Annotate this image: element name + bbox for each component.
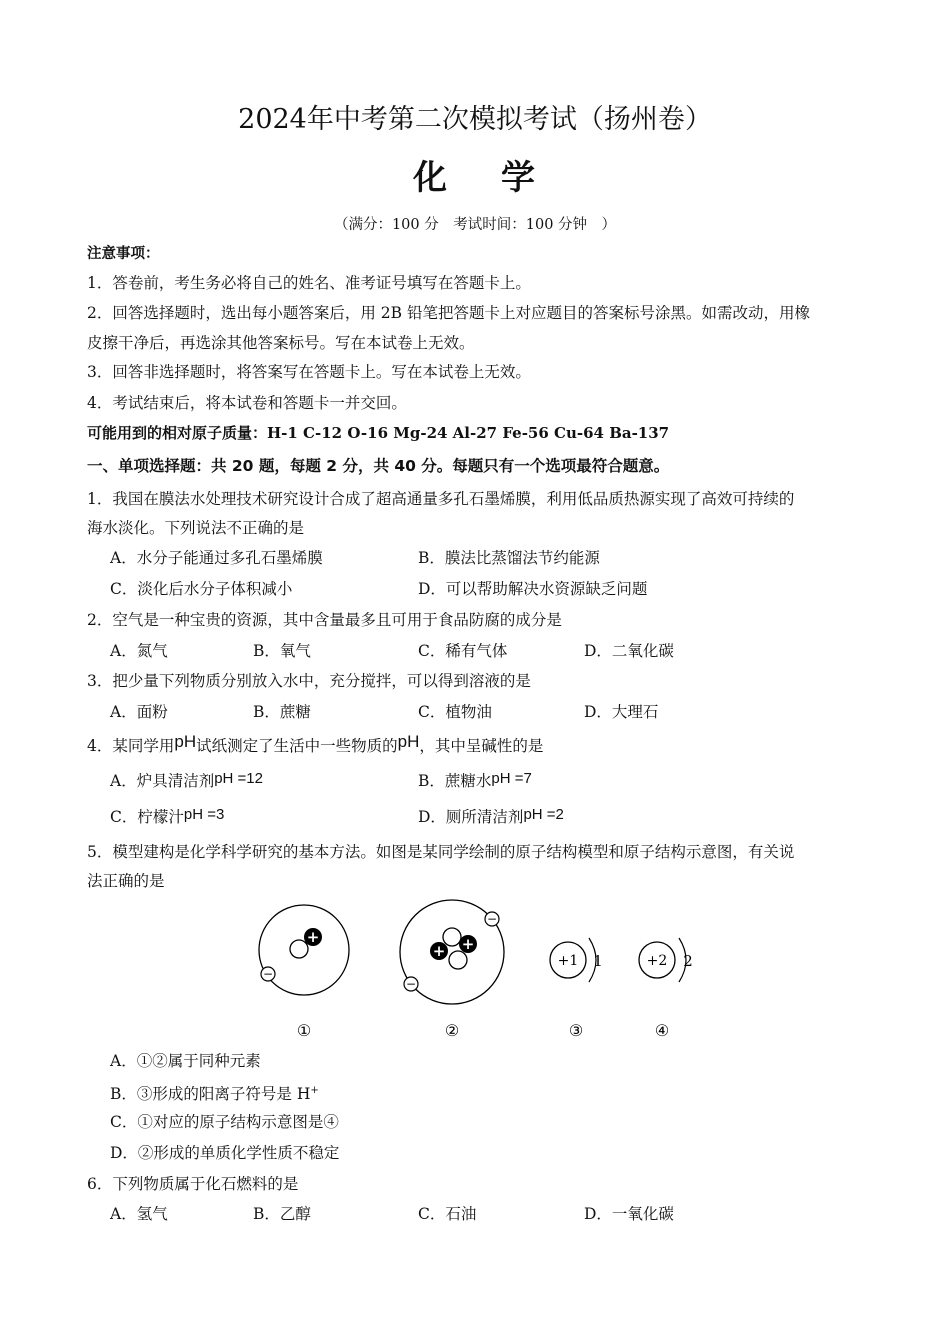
q1-option-d: D．可以帮助解决水资源缺乏问题 xyxy=(418,580,648,598)
ph-value: pH =2 xyxy=(523,806,564,823)
plus-sign: + xyxy=(306,928,320,946)
atomic-structure-figure xyxy=(0,895,950,1050)
figure-label-2: ② xyxy=(444,1021,460,1040)
q2-stem: 2．空气是一种宝贵的资源，其中含量最多且可用于食品防腐的成分是 xyxy=(87,611,562,629)
q5-option-b: B．③形成的阳离子符号是 H+ xyxy=(110,1085,319,1104)
atom-structure-diagram-4 xyxy=(639,938,693,982)
q1-option-b: B．膜法比蒸馏法节约能源 xyxy=(418,549,600,567)
figure-label-4: ④ xyxy=(654,1021,670,1040)
q4-option-a: A．炉具清洁剂pH =12 xyxy=(110,770,263,790)
nucleus-charge: +1 xyxy=(557,953,579,969)
nucleus-charge: +2 xyxy=(646,953,668,969)
figure-label-3: ③ xyxy=(568,1021,584,1040)
note-item: 2．回答选择题时，选出每小题答案后，用 2B 铅笔把答题卡上对应题目的答案标号涂黑。如需改动，用橡 xyxy=(87,304,810,322)
q6-option-b: B．乙醇 xyxy=(253,1205,311,1223)
q4-option-d: D．厕所清洁剂pH =2 xyxy=(418,806,564,826)
note-item: 4．考试结束后，将本试卷和答题卡一并交回。 xyxy=(87,394,407,412)
q3-stem: 3．把少量下列物质分别放入水中，充分搅拌，可以得到溶液的是 xyxy=(87,672,531,690)
q1-option-a: A．水分子能通过多孔石墨烯膜 xyxy=(110,549,323,567)
atom-model-1 xyxy=(259,905,349,995)
superscript-plus: + xyxy=(310,1085,319,1096)
subject-title xyxy=(0,158,950,198)
plus-sign: + xyxy=(461,935,475,953)
atomic-masses: 可能用到的相对原子质量：H-1 C-12 O-16 Mg-24 Al-27 Fe-56 Cu-64 Ba-137 xyxy=(87,424,670,442)
atom-model-2 xyxy=(400,900,504,1004)
note-item: 3．回答非选择题时，将答案写在答题卡上。写在本试卷上无效。 xyxy=(87,363,531,381)
figure-label-1: ① xyxy=(296,1021,312,1040)
q1-stem: 1．我国在膜法水处理技术研究设计合成了超高通量多孔石墨烯膜，利用低品质热源实现了高效可持续的 xyxy=(87,490,795,508)
q6-stem: 6．下列物质属于化石燃料的是 xyxy=(87,1175,299,1193)
q1-stem: 海水淡化。下列说法不正确的是 xyxy=(87,519,305,537)
exam-title: 2024年中考第二次模拟考试（扬州卷） xyxy=(238,104,712,135)
q4-stem: 4．某同学用pH试纸测定了生活中一些物质的pH，其中呈碱性的是 xyxy=(87,732,544,755)
subject-char-2: 学 xyxy=(501,158,537,198)
q1-option-c: C．淡化后水分子体积减小 xyxy=(110,580,293,598)
note-item: 皮擦干净后，再选涂其他答案标号。写在本试卷上无效。 xyxy=(87,334,475,352)
q2-option-c: C．稀有气体 xyxy=(418,642,508,660)
ph-term: pH xyxy=(397,732,420,751)
q3-option-a: A．面粉 xyxy=(110,703,168,721)
q3-option-c: C．植物油 xyxy=(418,703,492,721)
q2-option-b: B．氧气 xyxy=(253,642,311,660)
q6-option-c: C．石油 xyxy=(418,1205,477,1223)
q3-option-b: B．蔗糖 xyxy=(253,703,311,721)
section-heading: 一、单项选择题：共 20 题，每题 2 分，共 40 分。每题只有一个选项最符合题意。 xyxy=(87,457,670,475)
q4-option-c: C．柠檬汁pH =3 xyxy=(110,806,225,826)
exam-meta: （满分：100 分 考试时间：100 分钟 ） xyxy=(333,217,617,233)
ph-value: pH =7 xyxy=(491,770,532,787)
q5-option-c: C．①对应的原子结构示意图是④ xyxy=(110,1113,339,1131)
q4-option-b: B．蔗糖水pH =7 xyxy=(418,770,532,790)
q2-option-a: A．氮气 xyxy=(110,642,168,660)
q5-stem: 法正确的是 xyxy=(87,872,165,890)
subject-char-1: 化 xyxy=(413,158,449,198)
minus-sign: − xyxy=(405,977,417,991)
shell-electron-count: 2 xyxy=(683,952,693,970)
q5-option-a: A．①②属于同种元素 xyxy=(110,1052,261,1070)
minus-sign: − xyxy=(486,912,498,926)
shell-electron-count: 1 xyxy=(593,952,603,970)
note-item: 1．答卷前，考生务必将自己的姓名、准考证号填写在答题卡上。 xyxy=(87,274,531,292)
ph-value: pH =3 xyxy=(183,806,225,823)
q3-option-d: D．大理石 xyxy=(584,703,659,721)
neutron xyxy=(443,928,461,946)
notes-heading: 注意事项： xyxy=(87,246,160,262)
plus-sign: + xyxy=(432,942,446,960)
neutron xyxy=(290,940,308,958)
atom-structure-diagram-3 xyxy=(550,938,603,982)
ph-value: pH =12 xyxy=(214,770,263,787)
q5-stem: 5．模型建构是化学科学研究的基本方法。如图是某同学绘制的原子结构模型和原子结构示意图，有关说 xyxy=(87,843,795,861)
neutron xyxy=(449,951,467,969)
ph-term: pH xyxy=(174,732,197,751)
q2-option-d: D．二氧化碳 xyxy=(584,642,674,660)
q6-option-d: D．一氧化碳 xyxy=(584,1205,674,1223)
q6-option-a: A．氢气 xyxy=(110,1205,168,1223)
minus-sign: − xyxy=(262,967,274,981)
q5-option-d: D．②形成的单质化学性质不稳定 xyxy=(110,1144,340,1162)
